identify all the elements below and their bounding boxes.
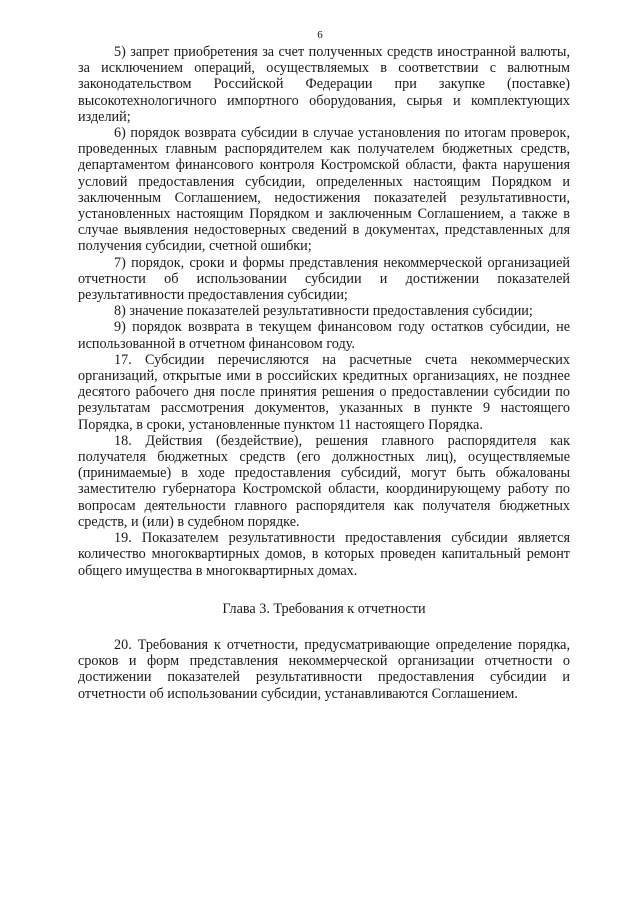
paragraph-item-5: 5) запрет приобретения за счет полученных средств иностранной валюты, за исключением операций, осуществляемых в соответствии с валютным законодательством Российской Федерации при закупке (поставке) высокотехнологичного импортного оборудования, сырья и комплектующих изделий;: [78, 44, 570, 125]
paragraph-item-6: 6) порядок возврата субсидии в случае установления по итогам проверок, проведенных главным распорядителем как получателем бюджетных средств, департаментом финансового контроля Костромской области, факта нарушения условий предоставления субсидии, определенных настоящим Порядком и заключенным Соглашением, недостижения показателей результативности, установленных настоящим Порядком и заключенным Соглашением, а также в случае выявления недостоверных сведений в документах, представленных для получения субсидии, счетной ошибки;: [78, 125, 570, 255]
paragraph-clause-19: 19. Показателем результативности предоставления субсидии является количество многоквартирных домов, в которых проведен капитальный ремонт общего имущества в многоквартирных домах.: [78, 530, 570, 579]
paragraph-item-7: 7) порядок, сроки и формы представления некоммерческой организацией отчетности об использовании субсидии и достижении показателей результативности предоставления субсидии;: [78, 254, 570, 304]
document-body: [78, 44, 570, 702]
paragraph-item-9: 9) порядок возврата в текущем финансовом году остатков субсидии, не использованной в отчетном финансовом году.: [78, 319, 570, 352]
page-number: 6: [317, 29, 323, 41]
chapter-heading: Глава 3. Требования к отчетности: [222, 600, 426, 617]
paragraph-item-8: 8) значение показателей результативности предоставления субсидии;: [114, 303, 533, 320]
paragraph-clause-18: 18. Действия (бездействие), решения главного распорядителя как получателя бюджетных средств (его должностных лиц), осуществляемые (принимаемые) в ходе предоставления субсидий, могут быть обжалованы заместителю губернатора Костромской области, координирующему работу по вопросам деятельности главного распорядителя как получателя бюджетных средств, и (или) в судебном порядке.: [78, 432, 570, 530]
paragraph-clause-20: 20. Требования к отчетности, предусматривающие определение порядка, сроков и форм представления некоммерческой организации отчетности о достижении показателей результативности предоставления субсидии и отчетности об использовании субсидии, устанавливаются Соглашением.: [78, 636, 570, 702]
paragraph-clause-17: 17. Субсидии перечисляются на расчетные счета некоммерческих организаций, открытые ими в российских кредитных организациях, не позднее десятого рабочего дня после принятия решения о предоставлении субсидии по результатам рассмотрения документов, указанных в пункте 9 настоящего Порядка, в сроки, установленные пунктом 11 настоящего Порядка.: [78, 351, 570, 433]
